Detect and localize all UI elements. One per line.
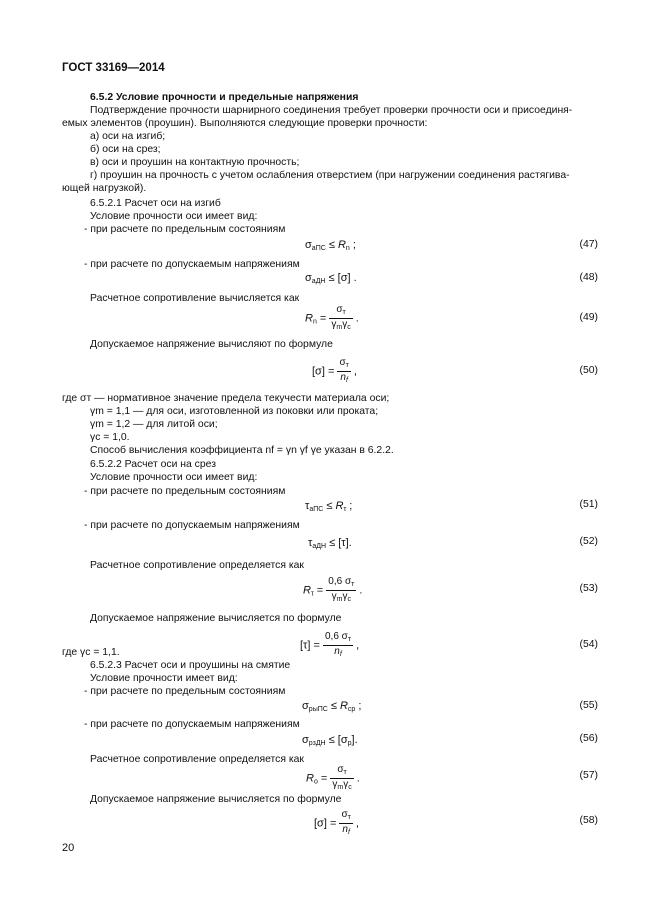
where-line: Способ вычисления коэффициента nf = γn γf γe указан в 6.2.2.: [90, 445, 394, 456]
section-heading: 6.5.2 Условие прочности и предельные напряжения: [90, 92, 359, 103]
where-line: где σт — нормативное значение предела текучести материала оси;: [62, 393, 390, 404]
paragraph-line: Расчетное сопротивление определяется как: [90, 560, 304, 571]
paragraph-line: - при расчете по допускаемым напряжениям: [84, 520, 300, 531]
formula-56: $\sigma_{рзДН} \le [\sigma_р]$.: [302, 734, 358, 747]
where-line: γm = 1,2 — для литой оси;: [90, 419, 218, 430]
paragraph-line: Условие прочности имеет вид:: [90, 673, 238, 684]
equation-number: (55): [579, 700, 598, 711]
equation-number: (50): [579, 365, 598, 376]
formula-55: $\sigma_{рыПС} \le R_{ср}$ ;: [302, 700, 362, 713]
paragraph-line: Допускаемое напряжение вычисляют по формуле: [90, 339, 333, 350]
paragraph-line: Допускаемое напряжение вычисляется по формуле: [90, 794, 342, 805]
list-item: в) оси и проушин на контактную прочность;: [90, 157, 300, 168]
paragraph-line: Расчетное сопротивление вычисляется как: [90, 293, 300, 304]
equation-number: (49): [579, 312, 598, 323]
subsection-title: 6.5.2.2 Расчет оси на срез: [90, 459, 216, 470]
paragraph-line: - при расчете по допускаемым напряжениям: [84, 719, 300, 730]
paragraph-line: Подтверждение прочности шарнирного соединения требует проверки прочности оси и присоединя-: [90, 105, 573, 116]
formula-54: [τ] = 0,6 $\sigma_т$ $n_f$ ,: [300, 631, 360, 658]
formula-49: $R_n$ = $\sigma_т$ $\gamma_m\gamma_c$ .: [305, 304, 359, 331]
equation-number: (58): [579, 815, 598, 826]
paragraph-line: емых элементов (проушин). Выполняются следующие проверки прочности:: [62, 118, 428, 129]
paragraph-line: - при расчете по допускаемым напряжениям: [84, 259, 300, 270]
equation-number: (47): [579, 239, 598, 250]
equation-number: (54): [579, 639, 598, 650]
paragraph-line: - при расчете по предельным состояниям: [84, 224, 286, 235]
formula-47: $\sigma_{аПС} \le R_n$ ;: [305, 239, 356, 252]
page-number: 20: [62, 842, 75, 854]
formula-58: [σ] = $\sigma_т$ $n_f$ ,: [314, 809, 359, 836]
list-item: а) оси на изгиб;: [90, 131, 166, 142]
formula-53: $R_\tau$ = 0,6 $\sigma_т$ $\gamma_m\gamma_c$ .: [303, 576, 363, 603]
document-header: ГОСТ 33169—2014: [62, 62, 165, 74]
equation-number: (52): [579, 536, 598, 547]
paragraph-line: Расчетное сопротивление определяется как: [90, 754, 304, 765]
equation-number: (51): [579, 499, 598, 510]
formula-57: $R_о$ = $\sigma_т$ $\gamma_m\gamma_c$ .: [306, 764, 360, 791]
equation-number: (57): [579, 770, 598, 781]
paragraph-line: - при расчете по предельным состояниям: [84, 486, 286, 497]
paragraph-line: Допускаемое напряжение вычисляется по формуле: [90, 613, 342, 624]
list-item: б) оси на срез;: [90, 144, 161, 155]
equation-number: (56): [579, 733, 598, 744]
where-line: γm = 1,1 — для оси, изготовленной из поковки или проката;: [90, 406, 379, 417]
subsection-title: 6.5.2.3 Расчет оси и проушины на смятие: [90, 660, 291, 671]
formula-48: $\sigma_{аДН} \le [\sigma]$ .: [305, 272, 357, 285]
equation-number: (48): [579, 272, 598, 283]
equation-number: (53): [579, 583, 598, 594]
list-item: г) проушин на прочность с учетом ослабления отверстием (при нагружении соединения растягива-: [90, 170, 570, 181]
paragraph-line: Условие прочности оси имеет вид:: [90, 472, 258, 483]
paragraph-line: Условие прочности оси имеет вид:: [90, 211, 258, 222]
where-line: где γc = 1,1.: [62, 647, 120, 658]
paragraph-line: - при расчете по предельным состояниям: [84, 686, 286, 697]
formula-50: [σ] = $\sigma_т$ $n_f$ ,: [312, 357, 357, 384]
formula-52: $\tau_{аДН} \le [\tau]$.: [308, 537, 352, 550]
where-line: γc = 1,0.: [90, 432, 130, 443]
list-item: ющей нагрузкой).: [62, 183, 147, 194]
formula-51: $\tau_{аПС} \le R_\tau$ ;: [305, 500, 353, 513]
subsection-title: 6.5.2.1 Расчет оси на изгиб: [90, 198, 221, 209]
